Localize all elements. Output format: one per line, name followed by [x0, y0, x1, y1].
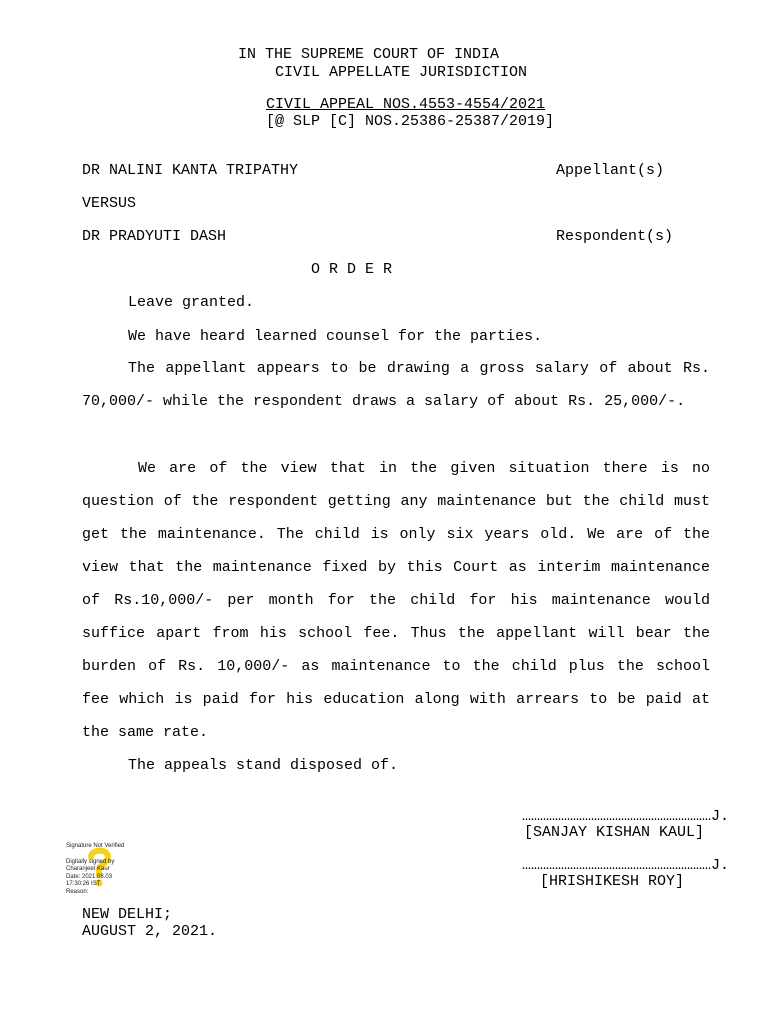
digital-signature-block [66, 843, 136, 896]
judge1-signature-line: ………………………………………………………J. [522, 808, 730, 825]
place: NEW DELHI; [82, 906, 173, 923]
paragraph-disposed: The appeals stand disposed of. [128, 757, 399, 774]
order-title: O R D E R [311, 261, 393, 278]
slp-number: [@ SLP [C] NOS.25386-25387/2019] [266, 113, 555, 130]
judge1-name: [SANJAY KISHAN KAUL] [524, 824, 705, 841]
signature-signed-by: Digitally signed by [66, 858, 115, 865]
date: AUGUST 2, 2021. [82, 923, 218, 940]
signature-date: Date: 2021.08.03 [66, 873, 113, 880]
versus-label: VERSUS [82, 195, 137, 212]
respondent-role: Respondent(s) [556, 228, 674, 245]
signature-reason: Reason: [66, 888, 89, 895]
paragraph-salary: The appellant appears to be drawing a gross salary of about Rs. 70,000/- while the respondent draws a salary of about Rs. 25,000/-. [82, 360, 710, 410]
court-heading: IN THE SUPREME COURT OF INDIA [238, 46, 500, 63]
case-number: CIVIL APPEAL NOS.4553-4554/2021 [266, 96, 546, 113]
signature-time: 17:30:26 IST [66, 881, 101, 887]
signature-name: Charanjeet Kaur [66, 866, 110, 872]
paragraph-heard-counsel: We have heard learned counsel for the parties. [128, 328, 543, 345]
appellant-name: DR NALINI KANTA TRIPATHY [82, 162, 299, 179]
appellant-role: Appellant(s) [556, 162, 665, 179]
paragraph-leave-granted: Leave granted. [128, 294, 255, 311]
signature-status: Signature Not Verified [66, 843, 125, 849]
judge2-signature-line: ………………………………………………………J. [522, 857, 730, 874]
paragraph-maintenance: We are of the view that in the given situation there is no question of the respondent getting any maintenance but the child must get the maintenance. The child is only six years old. We are of the view that the maintenance fixed by this Court as interim maintenance of Rs.10,000/- per month for the child for his maintenance would suffice apart from his school fee. Thus the appellant will bear the burden of Rs. 10,000/- as maintenance to the child plus the school fee which is paid for his education along with arrears to be paid at the same rate. [82, 460, 710, 741]
judge2-name: [HRISHIKESH ROY] [540, 873, 685, 890]
respondent-name: DR PRADYUTI DASH [82, 228, 227, 245]
jurisdiction-heading: CIVIL APPELLATE JURISDICTION [275, 64, 528, 81]
